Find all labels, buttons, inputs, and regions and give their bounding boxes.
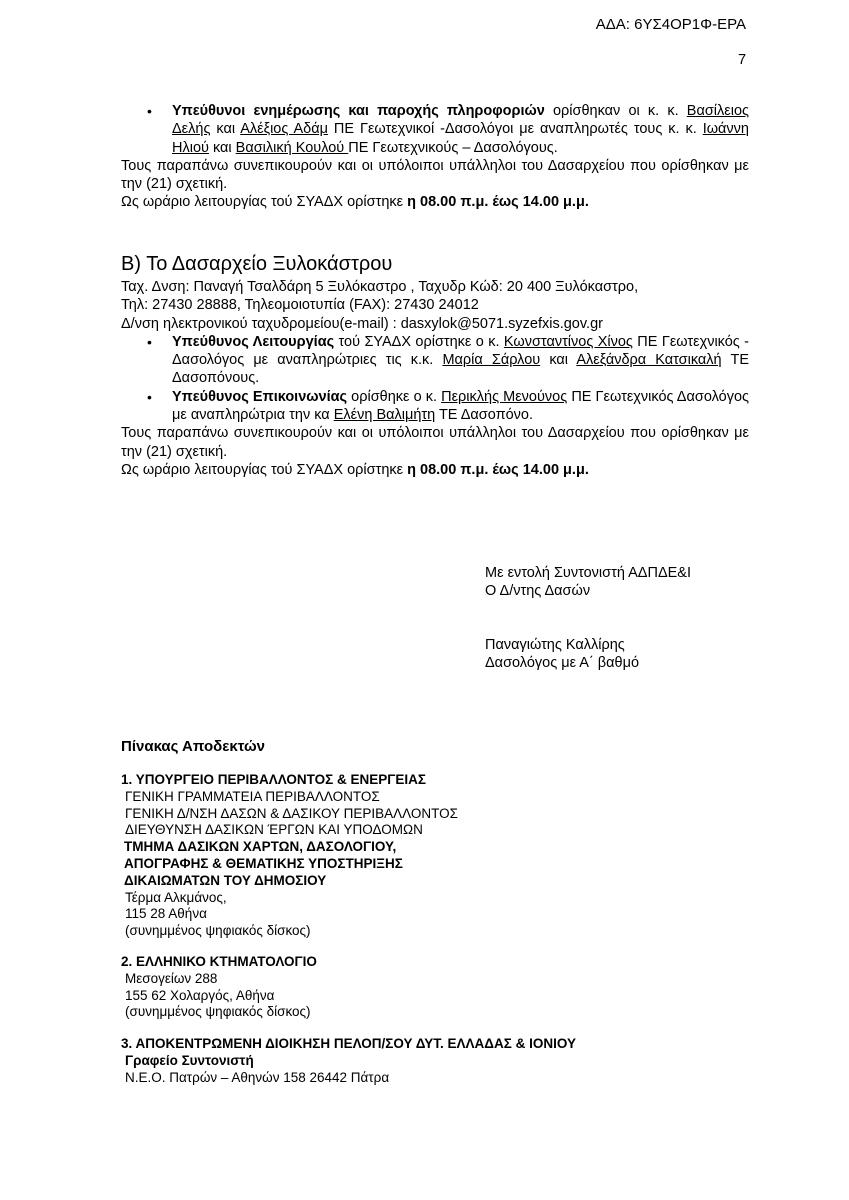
signature-line: Ο Δ/ντης Δασών (485, 583, 591, 600)
signature-line: Με εντολή Συντονιστή ΑΔΠΔΕ&Ι (485, 565, 691, 581)
list-item-info-officers: • Υπεύθυνοι ενημέρωσης και παροχής πληροφοριών ορίσθηκαν οι κ. κ. Βασίλειος Δελής και Αλέξιος Αδάμ ΠΕ Γεωτεχνικοί -Δασολόγοι με αναπληρωτές τους κ. κ. Ιωάννη Ηλιού και Βασιλική Κουλού ΠΕ Γεωτεχνικούς – Δασολόγους. (121, 102, 749, 157)
section-b-title: Β) Το Δασαρχείο Ξυλοκάστρου (121, 253, 393, 275)
phone-line: Τηλ: 27430 28888, Τηλεομοιοτυπία (FAX): 27430 24012 (121, 297, 479, 314)
hours-line: Ως ωράριο λειτουργίας τού ΣΥΑΔΧ ορίστηκε η 08.00 π.μ. έως 14.00 μ.μ. (121, 194, 589, 211)
page-number: 7 (738, 52, 747, 68)
recipient-2: 2. ΕΛΛΗΝΙΚΟ ΚΤΗΜΑΤΟΛΟΓΙΟ Μεσογείων 288 155 62 Χολαργός, Αθήνα (συνημμένος ψηφιακός δίσκος) (121, 954, 317, 1020)
recipient-heading: 2. ΕΛΛΗΝΙΚΟ ΚΤΗΜΑΤΟΛΟΓΙΟ (121, 954, 317, 969)
ada-code: ΑΔΑ: 6ΥΣ4ΟΡ1Φ-ΕΡΑ (595, 16, 746, 33)
staff-paragraph: Τους παραπάνω συνεπικουρούν και οι υπόλοιποι υπάλληλοι του Δασαρχείου που ορίσθηκαν με την (21) σχετική. (121, 425, 749, 460)
address-line: Ταχ. Δνση: Παναγή Τσαλδάρη 5 Ξυλόκαστρο , Ταχυδρ Κώδ: 20 400 Ξυλόκαστρο, (121, 279, 639, 295)
section-b (121, 252, 749, 479)
section-a (121, 102, 749, 212)
list-item-communication-officer: • Υπεύθυνος Επικοινωνίας ορίσθηκε ο κ. Περικλής Μενούνος ΠΕ Γεωτεχνικός Δασολόγος με αναπληρώτρια την κα Ελένη Βαλιμήτη ΤΕ Δασοπόνο. (121, 388, 749, 425)
recipient-heading: 3. ΑΠΟΚΕΝΤΡΩΜΕΝΗ ΔΙΟΙΚΗΣΗ ΠΕΛΟΠ/ΣΟΥ ΔΥΤ. ΕΛΛΑΔΑΣ & ΙΟΝΙΟΥ (121, 1036, 576, 1051)
signer-rank: Δασολόγος με Α΄ βαθμό (485, 655, 640, 672)
recipient-3: 3. ΑΠΟΚΕΝΤΡΩΜΕΝΗ ΔΙΟΙΚΗΣΗ ΠΕΛΟΠ/ΣΟΥ ΔΥΤ. ΕΛΛΑΔΑΣ & ΙΟΝΙΟΥ Γραφείο Συντονιστή Ν.Ε.Ο. Πατρών – Αθηνών 158 26442 Πάτρα (121, 1036, 576, 1085)
list-item-operations-officer: • Υπεύθυνος Λειτουργίας τού ΣΥΑΔΧ ορίστηκε ο κ. Κωνσταντίνος Χίνος ΠΕ Γεωτεχνικός - Δασολόγος με αναπληρώτριες τις κ.κ. Μαρία Σάρλου και Αλεξάνδρα Κατσικαλή ΤΕ Δασοπόνους. (121, 333, 749, 388)
recipients-title: Πίνακας Αποδεκτών (121, 738, 265, 755)
recipient-1: 1. ΥΠΟΥΡΓΕΙΟ ΠΕΡΙΒΑΛΛΟΝΤΟΣ & ΕΝΕΡΓΕΙΑΣ ΓΕΝΙΚΗ ΓΡΑΜΜΑΤΕΙΑ ΠΕΡΙΒΑΛΛΟΝΤΟΣ ΓΕΝΙΚΗ Δ/ΝΣΗ ΔΑΣΩΝ & ΔΑΣΙΚΟΥ ΠΕΡΙΒΑΛΛΟΝΤΟΣ ΔΙΕΥΘΥΝΣΗ ΔΑΣΙΚΩΝ ΈΡΓΩΝ ΚΑΙ ΥΠΟΔΟΜΩΝ ΤΜΗΜΑ ΔΑΣΙΚΩΝ ΧΑΡΤΩΝ, ΔΑΣΟΛΟΓΙΟΥ, ΑΠΟΓΡΑΦΗΣ & ΘΕΜΑΤΙΚΗΣ ΥΠΟΣΤΗΡΙΞΗΣ ΔΙΚΑΙΩΜΑΤΩΝ ΤΟΥ ΔΗΜΟΣΙΟΥ Τέρμα Αλκμάνος, 115 28 Αθήνα (συνημμένος ψηφιακός δίσκος) (121, 772, 458, 939)
recipient-heading: 1. ΥΠΟΥΡΓΕΙΟ ΠΕΡΙΒΑΛΛΟΝΤΟΣ & ΕΝΕΡΓΕΙΑΣ (121, 772, 427, 787)
signature-signer (485, 636, 639, 673)
hours-line: Ως ωράριο λειτουργίας τού ΣΥΑΔΧ ορίστηκε η 08.00 π.μ. έως 14.00 μ.μ. (121, 461, 589, 478)
staff-paragraph: Τους παραπάνω συνεπικουρούν και οι υπόλοιποι υπάλληλοι του Δασαρχείου που ορίσθηκαν με την (21) σχετική. (121, 157, 749, 193)
signature-authority (485, 564, 691, 601)
signer-name: Παναγιώτης Καλλίρης (485, 637, 625, 653)
email-line: Δ/νση ηλεκτρονικού ταχυδρομείου(e-mail) : dasxylok@5071.syzefxis.gov.gr (121, 315, 603, 332)
